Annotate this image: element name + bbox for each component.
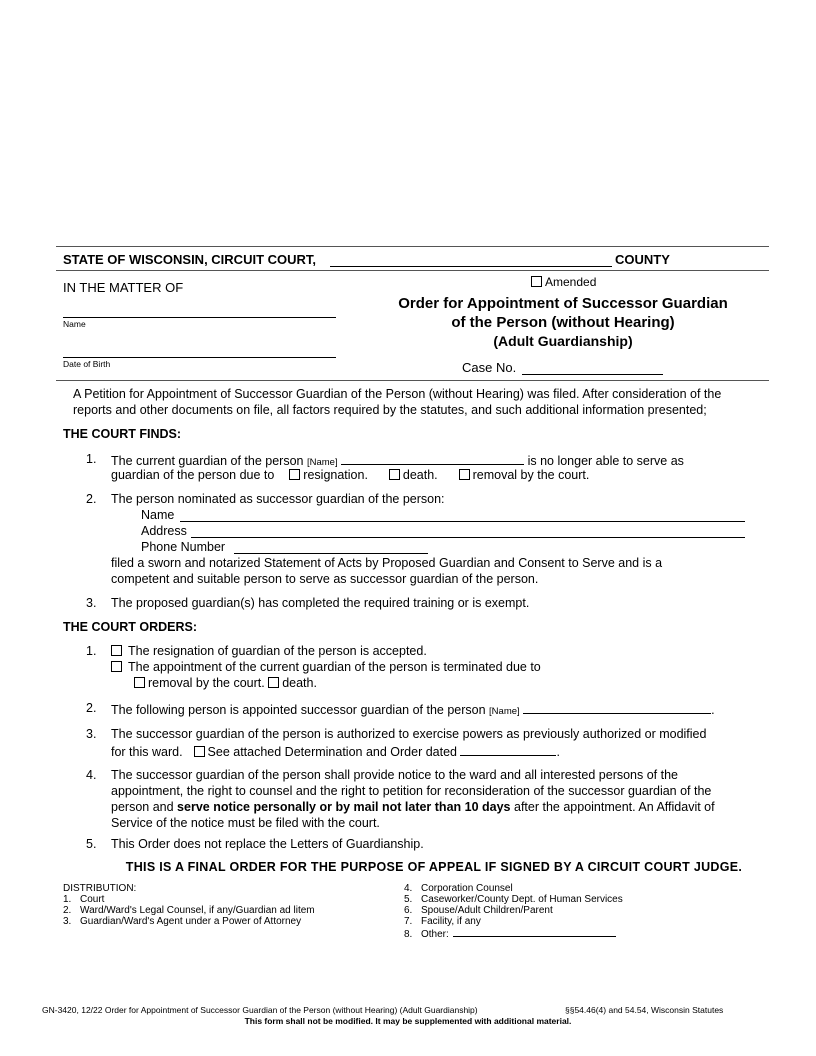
determination-date-field[interactable] bbox=[460, 743, 556, 756]
form-title-line3: (Adult Guardianship) bbox=[493, 333, 633, 349]
distribution-item: 5. Caseworker/County Dept. of Human Services bbox=[404, 894, 623, 905]
termination-removal-checkbox[interactable] bbox=[134, 677, 145, 688]
finds-item2-text: The person nominated as successor guardian of the person: bbox=[111, 492, 445, 506]
orders-item1-c: removal by the court. death. bbox=[134, 676, 317, 690]
in-matter-label: IN THE MATTER OF bbox=[63, 280, 184, 295]
nominee-name-label: Name bbox=[141, 508, 175, 522]
nominee-address-field[interactable] bbox=[191, 537, 745, 538]
dob-line[interactable] bbox=[63, 357, 336, 358]
nominee-phone-label: Phone Number bbox=[141, 540, 226, 554]
distribution-item: 3. Guardian/Ward's Agent under a Power of Attorney bbox=[63, 916, 302, 927]
finds-item2-line2: competent and suitable person to serve as successor guardian of the person. bbox=[111, 572, 539, 586]
header-bottom-rule bbox=[56, 380, 769, 381]
orders-item1-a: The resignation of guardian of the person is accepted. bbox=[111, 644, 427, 658]
intro-line2: reports and other documents on file, all factors required by the statutes, and such additional information presented; bbox=[73, 403, 707, 417]
orders-item3-number: 3. bbox=[86, 727, 97, 741]
resignation-accepted-checkbox[interactable] bbox=[111, 645, 122, 656]
resignation-checkbox[interactable] bbox=[289, 469, 300, 480]
orders-item4-number: 4. bbox=[86, 768, 97, 782]
distribution-item: 8. Other: bbox=[404, 927, 623, 940]
county-field[interactable] bbox=[330, 254, 612, 267]
orders-item5-number: 5. bbox=[86, 837, 97, 851]
finds-item1-line1: The current guardian of the person [Name] is no longer able to serve as bbox=[111, 454, 684, 468]
distribution-item: 7. Facility, if any bbox=[404, 916, 481, 927]
orders-item3-line2: for this ward. See attached Determination and Order dated . bbox=[111, 745, 560, 759]
termination-death-checkbox[interactable] bbox=[268, 677, 279, 688]
court-finds-heading: THE COURT FINDS: bbox=[63, 427, 182, 441]
amended-option[interactable] bbox=[531, 275, 596, 289]
header-second-rule bbox=[56, 270, 769, 271]
form-title-line2: of the Person (without Hearing) bbox=[451, 314, 675, 331]
see-attached-checkbox[interactable] bbox=[194, 746, 205, 757]
removal-checkbox[interactable] bbox=[459, 469, 470, 480]
intro-line1: A Petition for Appointment of Successor Guardian of the Person (without Hearing) was filed. After consideration of the bbox=[73, 387, 722, 401]
nominee-phone-field[interactable] bbox=[234, 553, 428, 554]
orders-item4-line2: appointment, the right to counsel and the right to petition for reconsideration of the successor guardian of the bbox=[111, 784, 712, 798]
orders-item3-line1: The successor guardian of the person is authorized to exercise powers as previously authorized or modified bbox=[111, 727, 707, 741]
finds-item3-number: 3. bbox=[86, 596, 97, 610]
distribution-heading: DISTRIBUTION: bbox=[63, 883, 137, 894]
current-guardian-name-field[interactable] bbox=[341, 452, 524, 465]
finds-item2-line1: filed a sworn and notarized Statement of Acts by Proposed Guardian and Consent to Serve and is a bbox=[111, 556, 663, 570]
death-checkbox[interactable] bbox=[389, 469, 400, 480]
footer-form-id: GN-3420, 12/22 Order for Appointment of Successor Guardian of the Person (without Hearing) (Adult Guardianship) bbox=[42, 1005, 478, 1015]
footer-notice: This form shall not be modified. It may be supplemented with additional material. bbox=[244, 1016, 572, 1026]
distribution-right-list bbox=[404, 883, 623, 940]
finds-item3-text: The proposed guardian(s) has completed the required training or is exempt. bbox=[111, 596, 530, 610]
finds-item1-line2: guardian of the person due to resignation. death. removal by the court. bbox=[111, 468, 590, 482]
county-label: COUNTY bbox=[615, 252, 670, 267]
form-title-line1: Order for Appointment of Successor Guardian bbox=[398, 295, 728, 312]
header-top-rule bbox=[56, 246, 769, 247]
successor-name-field[interactable] bbox=[523, 701, 711, 714]
orders-item5-text: This Order does not replace the Letters of Guardianship. bbox=[111, 837, 424, 851]
orders-item1-b: The appointment of the current guardian of the person is terminated due to bbox=[111, 660, 541, 674]
nominee-address-label: Address bbox=[141, 524, 187, 538]
orders-item2-number: 2. bbox=[86, 701, 97, 715]
name-label: Name bbox=[63, 319, 86, 329]
footer-statutes: §§54.46(4) and 54.54, Wisconsin Statutes bbox=[565, 1005, 724, 1015]
distribution-item: 2. Ward/Ward's Legal Counsel, if any/Guardian ad litem bbox=[63, 905, 315, 916]
name-line[interactable] bbox=[63, 317, 336, 318]
distribution-item: 1. Court bbox=[63, 894, 105, 905]
orders-item4-line3: person and serve notice personally or by mail not later than 10 days after the appointment. An Affidavit of bbox=[111, 800, 715, 814]
finds-item1-number: 1. bbox=[86, 452, 97, 466]
orders-item1-number: 1. bbox=[86, 644, 97, 658]
finds-item2-number: 2. bbox=[86, 492, 97, 506]
distribution-left-list bbox=[63, 894, 315, 927]
orders-item4-line1: The successor guardian of the person shall provide notice to the ward and all interested persons of the bbox=[111, 768, 679, 782]
distribution-other-field[interactable] bbox=[453, 927, 616, 937]
distribution-item: 4. Corporation Counsel bbox=[404, 883, 513, 894]
court-orders-heading: THE COURT ORDERS: bbox=[63, 620, 198, 634]
nominee-name-field[interactable] bbox=[180, 521, 745, 522]
final-order-notice: THIS IS A FINAL ORDER FOR THE PURPOSE OF APPEAL IF SIGNED BY A CIRCUIT COURT JUDGE. bbox=[125, 860, 743, 874]
dob-label: Date of Birth bbox=[63, 359, 111, 369]
appointment-terminated-checkbox[interactable] bbox=[111, 661, 122, 672]
case-no-label: Case No. bbox=[462, 360, 517, 375]
distribution-item: 6. Spouse/Adult Children/Parent bbox=[404, 905, 553, 916]
case-no-field[interactable] bbox=[522, 362, 663, 375]
amended-checkbox[interactable] bbox=[531, 276, 542, 287]
orders-item4-line4: Service of the notice must be filed with the court. bbox=[111, 816, 380, 830]
amended-label: Amended bbox=[545, 275, 597, 289]
orders-item2-text: The following person is appointed successor guardian of the person [Name] . bbox=[111, 703, 715, 717]
state-court-label: STATE OF WISCONSIN, CIRCUIT COURT, bbox=[63, 252, 317, 267]
